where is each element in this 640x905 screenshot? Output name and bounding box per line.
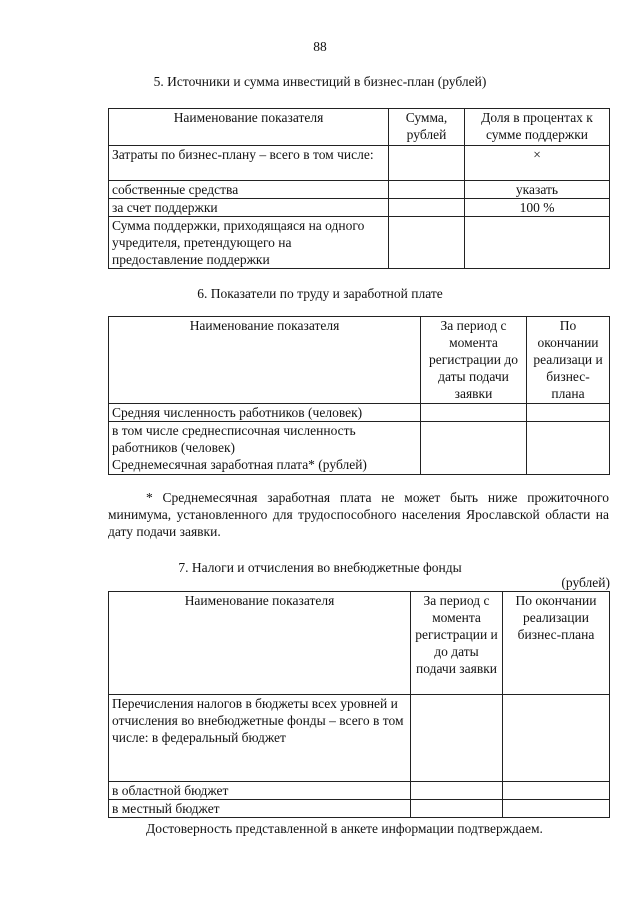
footnote: * Среднемесячная заработная плата не может быть ниже прожиточного минимума, установленного для трудоспособного населения Ярославской области на дату подачи заявки.	[108, 490, 609, 539]
confirmation-text: Достоверность представленной в анкете информации подтверждаем.	[146, 821, 543, 836]
section7-title: 7. Налоги и отчисления во внебюджетные фонды	[178, 560, 462, 575]
header-cell: Наименование показателя	[109, 592, 411, 695]
row-label: в местный бюджет	[109, 800, 411, 818]
share-cell	[465, 217, 610, 269]
share-cell: ×	[465, 146, 610, 181]
header-cell: По окончании реализации бизнес-плана	[503, 592, 610, 695]
table-row	[109, 217, 610, 269]
row-label: Средняя численность работников (человек)	[109, 404, 421, 422]
section6-title: 6. Показатели по труду и заработной плате	[197, 286, 443, 301]
unit-label: (рублей)	[561, 575, 610, 590]
table-row	[109, 404, 610, 422]
sum-cell	[389, 199, 465, 217]
header-cell: Наименование показателя	[109, 109, 389, 146]
header-cell: За период с момента регистрации и до даты подачи заявки	[411, 592, 503, 695]
table-row	[109, 181, 610, 199]
labor-table	[108, 316, 610, 475]
header-cell: Доля в процентах к сумме поддержки	[465, 109, 610, 146]
investment-table	[108, 108, 610, 269]
share-cell: указать	[465, 181, 610, 199]
row-label: за счет поддержки	[109, 199, 389, 217]
row-label: Среднемесячная заработная плата* (рублей)	[112, 457, 367, 472]
table-row	[109, 695, 610, 782]
row-label: Перечисления налогов в бюджеты всех уровней и отчисления во внебюджетные фонды – всего в том числе: в федеральный бюджет	[109, 695, 411, 782]
header-cell: Сумма, рублей	[389, 109, 465, 146]
header-cell: По окончании реализаци и бизнес-плана	[527, 317, 610, 404]
row-label: в том числе среднесписочная численность работников (человек)	[112, 423, 356, 455]
sum-cell	[389, 217, 465, 269]
table-row	[109, 800, 610, 818]
taxes-table	[108, 591, 610, 818]
table-row	[109, 199, 610, 217]
sum-cell	[389, 181, 465, 199]
row-label: Сумма поддержки, приходящаяся на одного учредителя, претендующего на предоставление поддержки	[109, 217, 389, 269]
table-row	[109, 782, 610, 800]
row-label: Затраты по бизнес-плану – всего в том числе:	[109, 146, 389, 181]
sum-cell	[389, 146, 465, 181]
header-cell: Наименование показателя	[109, 317, 421, 404]
table-header-row	[109, 317, 610, 404]
row-label: собственные средства	[109, 181, 389, 199]
section5-title: 5. Источники и сумма инвестиций в бизнес-план (рублей)	[153, 74, 487, 89]
header-cell: За период с момента регистрации до даты подачи заявки	[421, 317, 527, 404]
table-row	[109, 422, 610, 475]
share-cell: 100 %	[465, 199, 610, 217]
page-number: 88	[313, 39, 327, 54]
row-label: в областной бюджет	[109, 782, 411, 800]
table-header-row	[109, 109, 610, 146]
table-row	[109, 146, 610, 181]
table-header-row	[109, 592, 610, 695]
